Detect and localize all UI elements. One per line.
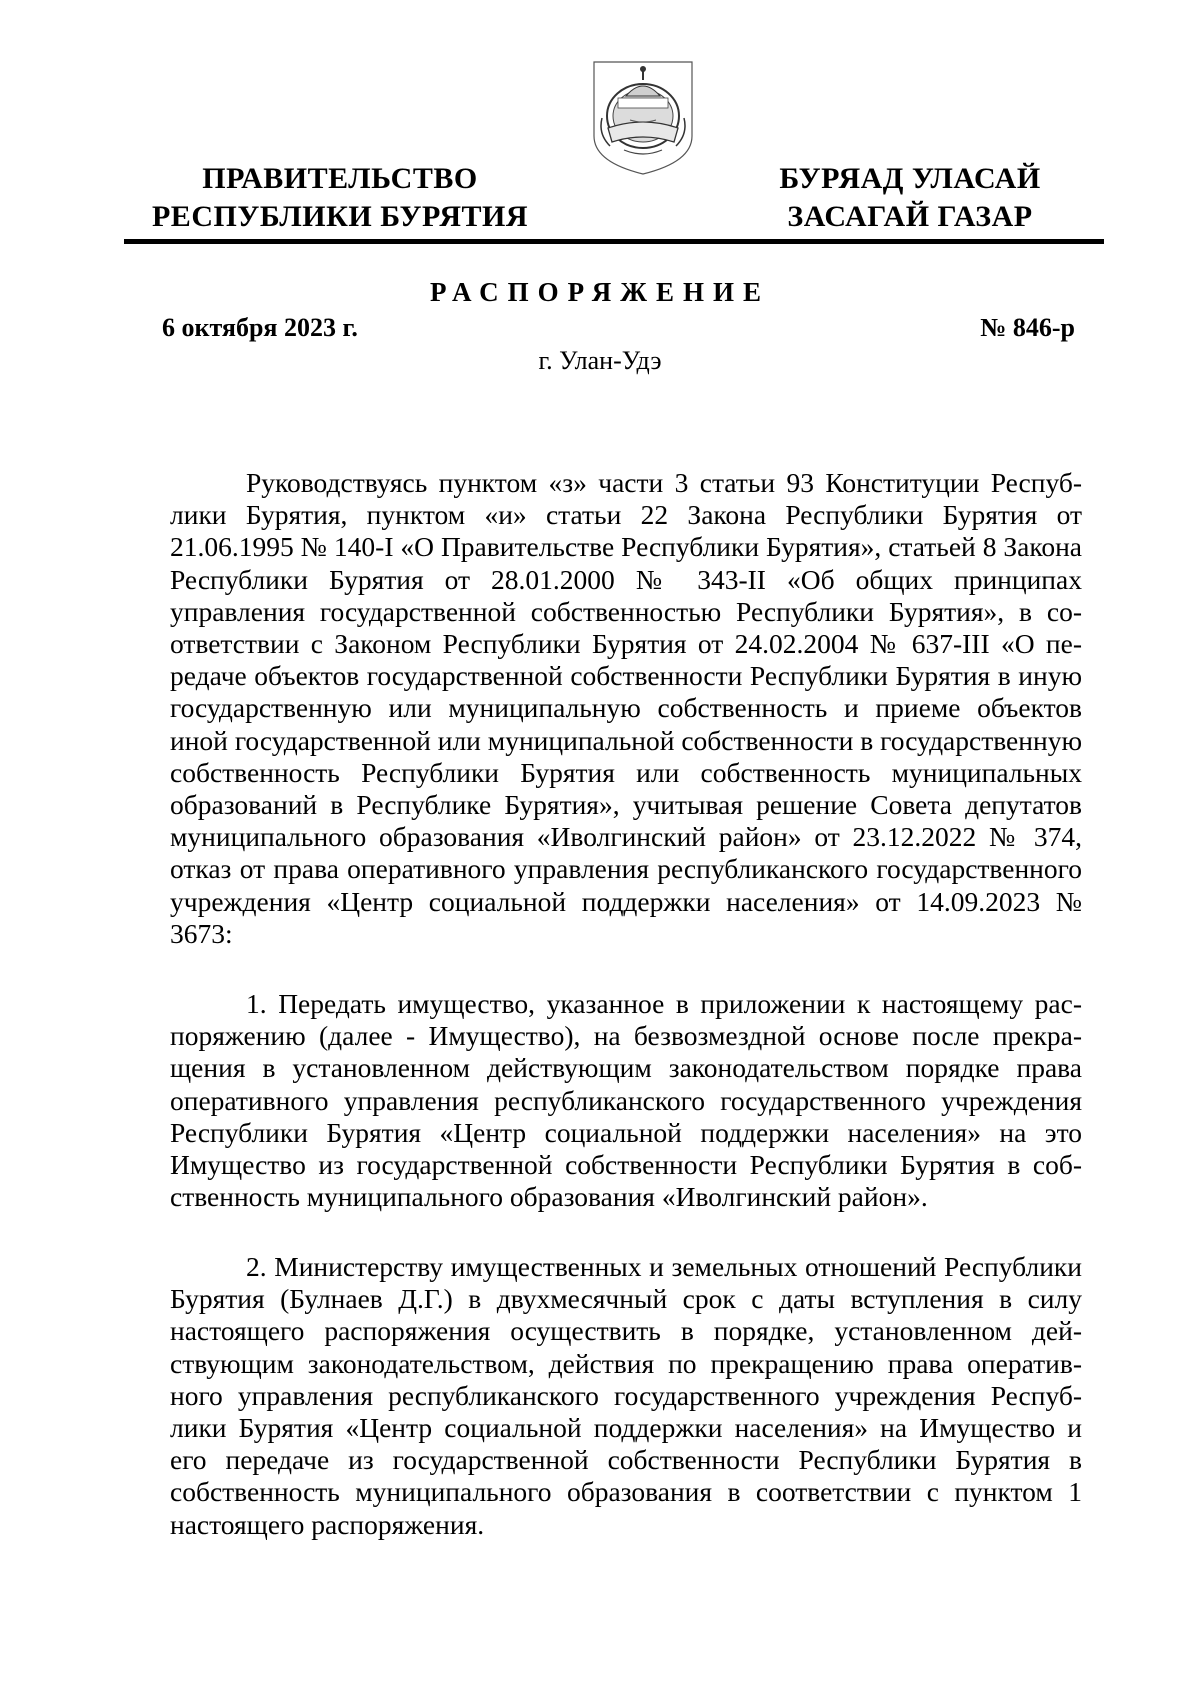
clause-2-paragraph	[170, 1251, 1082, 1541]
document-number: № 846-р	[980, 313, 1075, 342]
paragraph-text: 1. Передать имущество, указанное в приложении к настоящему распоряжению (далее - Имущество), на безвозмездной основе после прекращения в установленном действующим законодательством порядке права оперативного управления республиканского государственного учреждения Республики Бурятия «Центр социальной поддержки населения» на это Имущество из государственной собственности Республики Бурятия в собственность муниципального образования «Иволгинский район».	[170, 988, 1082, 1213]
document-type: РАСПОРЯЖЕНИЕ	[429, 277, 771, 307]
document-date: 6 октября 2023 г.	[162, 313, 358, 342]
org-right-line1: БУРЯАД УЛАСАЙ	[779, 162, 1041, 195]
coat-of-arms-icon	[588, 58, 698, 176]
preamble-paragraph	[170, 467, 1082, 950]
paragraph-text: 2. Министерству имущественных и земельных отношений Республики Бурятия (Булнаев Д.Г.) в двухмесячный срок с даты вступления в силу настоящего распоряжения осуществить в порядке, установленном действующим законодательством, действия по прекращению права оперативного управления республиканского государственного учреждения Республики Бурятия «Центр социальной поддержки населения» на Имущество и его передаче из государственной собственности Республики Бурятия в собственность муниципального образования в соответствии с пунктом 1 настоящего распоряжения.	[170, 1251, 1082, 1540]
paragraph-text: Руководствуясь пунктом «з» части 3 статьи 93 Конституции Республики Бурятия, пунктом «и» статьи 22 Закона Республики Бурятия от 21.06.1995 № 140-I «О Правительстве Республики Бурятия», статьей 8 Закона Республики Бурятия от 28.01.2000 № 343-II «Об общих принципах управления государственной собственностью Республики Бурятия», в соответствии с Законом Республики Бурятия от 24.02.2004 № 637-III «О передаче объектов государственной собственности Республики Бурятия в иную государственную или муниципальную собственность и приеме объектов иной государственной или муниципальной собственности в государственную собственность Республики Бурятия или собственность муниципальных образований в Республике Бурятия», учитывая решение Совета депутатов муниципального образования «Иволгинский район» от 23.12.2022 № 374, отказ от права оперативного управления республиканского государственного учреждения «Центр социальной поддержки населения» от 14.09.2023 № 3673:	[170, 467, 1082, 949]
clause-1-paragraph	[170, 988, 1082, 1213]
document-city: г. Улан-Удэ	[538, 346, 662, 375]
org-left-line1: ПРАВИТЕЛЬСТВО	[202, 162, 478, 195]
org-name-buryat	[760, 160, 1060, 236]
org-right-line2: ЗАСАГАЙ ГАЗАР	[787, 200, 1033, 233]
header-divider	[124, 239, 1104, 244]
org-name-russian	[150, 160, 530, 236]
org-left-line2: РЕСПУБЛИКИ БУРЯТИЯ	[151, 200, 529, 233]
